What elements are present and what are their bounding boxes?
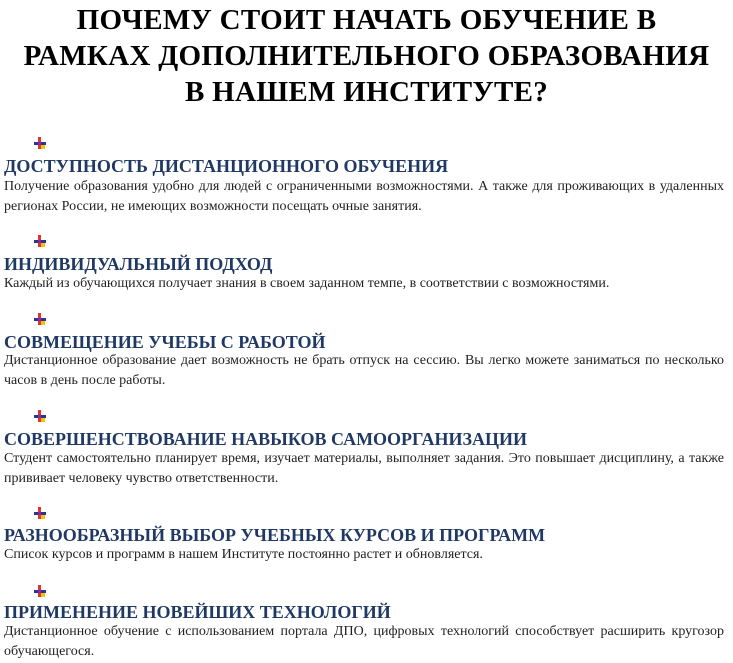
- four-color-plus-icon: [32, 234, 48, 248]
- section-heading: СОВЕРШЕНСТВОВАНИЕ НАВЫКОВ САМООРГАНИЗАЦИИ: [4, 429, 528, 449]
- section-heading: ДОСТУПНОСТЬ ДИСТАНЦИОННОГО ОБУЧЕНИЯ: [4, 156, 449, 176]
- four-color-plus-icon: [32, 136, 48, 150]
- section-heading: ПРИМЕНЕНИЕ НОВЕЙШИХ ТЕХНОЛОГИЙ: [4, 602, 391, 622]
- section-text: Студент самостоятельно планирует время, изучает материалы, выполняет задания. Это повышает дисциплину, а также прививает человеку чувство ответственности.: [4, 451, 724, 486]
- section-text: Дистанционное образование дает возможность не брать отпуск на сессию. Вы легко можете заниматься по несколько часов в день после работы.: [4, 353, 724, 388]
- page-title-line-3: В НАШЕМ ИНСТИТУТЕ?: [184, 76, 549, 108]
- section-text: Дистанционное обучение с использованием портала ДПО, цифровых технологий способствует расширить кругозор обучающегося.: [4, 624, 724, 659]
- section-text: Каждый из обучающихся получает знания в своем заданном темпе, в соответствии с возможностями.: [4, 276, 610, 291]
- four-color-plus-icon: [32, 312, 48, 326]
- page-title-line-1: ПОЧЕМУ СТОИТ НАЧАТЬ ОБУЧЕНИЕ В: [76, 4, 657, 36]
- four-color-plus-icon: [32, 409, 48, 423]
- section-heading: ИНДИВИДУАЛЬНЫЙ ПОДХОД: [4, 254, 273, 274]
- four-color-plus-icon: [32, 584, 48, 598]
- section-heading: РАЗНООБРАЗНЫЙ ВЫБОР УЧЕБНЫХ КУРСОВ И ПРОГРАММ: [4, 525, 546, 545]
- section-text: Получение образования удобно для людей с ограниченными возможностями. А также для проживающих в удаленных регионах России, не имеющих возможности посещать очные занятия.: [4, 179, 724, 214]
- section-text: Список курсов и программ в нашем Институте постоянно растет и обновляется.: [4, 547, 483, 562]
- page-title: [0, 2, 733, 110]
- page-title-line-2: РАМКАХ ДОПОЛНИТЕЛЬНОГО ОБРАЗОВАНИЯ: [23, 40, 710, 72]
- four-color-plus-icon: [32, 506, 48, 520]
- section-heading: СОВМЕЩЕНИЕ УЧЕБЫ С РАБОТОЙ: [4, 332, 326, 352]
